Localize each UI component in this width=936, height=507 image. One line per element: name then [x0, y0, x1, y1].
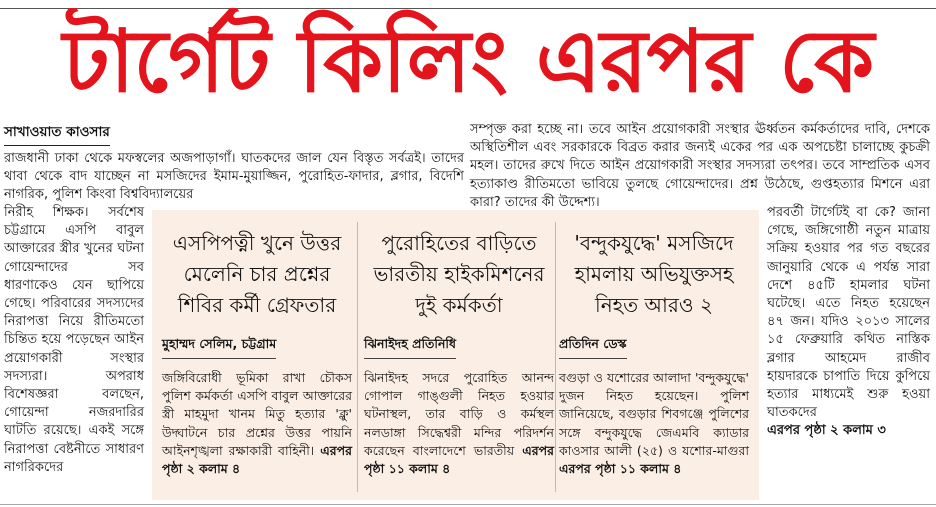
- main-story-col1-top-text: রাজধানী ঢাকা থেকে মফস্বলের অজপাড়াগাঁ। ঘাতকদের জাল যেন বিস্তৃত সর্বত্রই। তাদের থাবা থেকে বাদ যাচ্ছেন না মসজিদের ইমাম-মুয়াজ্জিন, পুরোহিত-ফাদার, ব্লগার, বিদেশি নাগরিক, পুলিশ কিংবা বিশ্ববিদ্যালয়ের: [4, 151, 464, 203]
- sub-story-3-headline: 'বন্দুকযুদ্ধে' মসজিদে হামলায় অভিযুক্তসহ নিহত আরও ২: [574, 231, 734, 317]
- column-divider-2: [555, 222, 556, 492]
- main-story-col1-left-text: নিরীহ শিক্ষক। সর্বশেষ চট্টগ্রামে এসপি বাবুল আক্তারের স্ত্রীর খুনের ঘটনা গোয়েন্দাদের সব ধারণাকেও যেন ছাপিয়ে গেছে। পরিবারের সদস্যদের নিরাপত্তা নিয়ে রীতিমতো চিন্তিত হয়ে পড়েছেন আইন প্রয়োগকারী সংস্থার সদস্যরা। অপরাধ বিশেষজ্ঞরা বলছেন, গোয়েন্দা নজরদারির ঘাটতি রয়েছে। একই সঙ্গে নিরাপত্তা বেষ্টনীতে সাধারণ নাগরিকদের: [4, 205, 144, 475]
- sub-story-2: [364, 210, 554, 500]
- sub-story-3: [559, 210, 749, 500]
- main-story-col3-right-text: পরবর্তী টার্গেটই বা কে? জানা গেছে, জঙ্গিগোষ্ঠী নতুন মাত্রায় সক্রিয় হওয়ার পর গত বছরের জানুয়ারি থেকে এ পর্যন্ত সারা দেশে ৪৫টি হামলার ঘটনা ঘটেছে। এতে নিহত হয়েছেন ৪৭ জন। যদিও ২০১৩ সালের ১৫ ফেব্রুয়ারি কথিত নাস্তিক ব্লগার আহমেদ রাজীব হায়দারকে চাপাতি দিয়ে কুপিয়ে হত্যার মাধ্যমেই শুরু হওয়া ঘাতকদের: [767, 205, 930, 421]
- sub-story-3-body: বগুড়া ও যশোরের আলাদা 'বন্দুকযুদ্ধে' দুজন নিহত হয়েছেন। পুলিশ জানিয়েছে, বগুড়ার শিবগঞ্জে পুলিশের সঙ্গে বন্দুকযুদ্ধে জেএমবি ক্যাডার কাওসার আলী (২৫) ও যশোর-মাগুরা: [559, 370, 749, 458]
- sub-story-2-continuation: এরপর পৃষ্ঠা ১১ কলাম ৪: [364, 442, 554, 477]
- sub-story-1-headline: এসপিপত্নী খুনে উত্তর মেলেনি চার প্রশ্নের শিবির কর্মী গ্রেফতার: [172, 231, 342, 317]
- sub-story-1-continuation: এরপর পৃষ্ঠা ২ কলাম ৪: [162, 442, 352, 477]
- sub-story-2-body: ঝিনাইদহ সদরে পুরোহিত আনন্দ গোপাল গাঙ্গুলী নিহত হওয়ার ঘটনাস্থল, তার বাড়ি ও কর্মস্থল নলডাঙ্গা সিদ্ধেশ্বরী মন্দির পরিদর্শন করেছেন বাংলাদেশে ভারতীয়: [364, 370, 554, 458]
- sub-stories-box: [152, 210, 759, 500]
- sub-story-2-headline: পুরোহিতের বাড়িতে ভারতীয় হাইকমিশনের দুই কর্মকর্তা: [373, 231, 545, 317]
- main-story-col2-top-text: সম্পৃক্ত করা হচ্ছে না। তবে আইন প্রয়োগকারী সংস্থার ঊর্ধ্বতন কর্মকর্তাদের দাবি, দেশকে অস্থিতিশীল এবং সরকারকে বিব্রত করার জন্যই একের পর এক অপচেষ্টা চালাচ্ছে কুচক্রী মহল। তাদের রুখে দিতে আইন প্রয়োগকারী সংস্থার সদস্যরা তৎপর। তবে সাম্প্রতিক এসব হত্যাকাণ্ড রীতিমতো ভাবিয়ে তুলছে গোয়েন্দাদের। প্রশ্ন উঠেছে, গুপ্তহত্যার মিশনে এরা কারা? তাদের কী উদ্দেশ্য।: [470, 122, 930, 210]
- sub-story-1-text: [162, 369, 352, 478]
- sub-story-3-text: [559, 369, 749, 478]
- sub-story-2-byline: ঝিনাইদহ প্রতিনিধি: [364, 336, 456, 359]
- page-headline: টার্গেট কিলিং এরপর কে: [62, 12, 874, 112]
- main-story-col3-right: [767, 204, 930, 441]
- main-story-col2-top: [470, 121, 930, 212]
- sub-story-3-continuation: এরপর পৃষ্ঠা ১১ কলাম ৪: [559, 461, 682, 477]
- main-byline: সাখাওয়াত কাওসার: [4, 121, 110, 146]
- sub-story-1: [162, 210, 352, 500]
- column-divider-1: [357, 222, 358, 492]
- sub-story-3-byline: প্রতিদিন ডেস্ক: [559, 336, 627, 359]
- main-story-col1-top: [4, 150, 464, 205]
- bottom-rule: [0, 504, 936, 505]
- main-story-col1-left: [4, 204, 144, 477]
- sub-story-1-body: জঙ্গিবিরোধী ভূমিকা রাখা চৌকস পুলিশ কর্মকর্তা এসপি বাবুল আক্তারের স্ত্রী মাহমুদা খানম মিতু হত্যার 'ক্লু' উদ্ঘাটনে চার প্রশ্নের উত্তর পায়নি আইনশৃঙ্খলা রক্ষাকারী বাহিনী।: [162, 370, 352, 458]
- main-story-continuation: এরপর পৃষ্ঠা ২ কলাম ৩: [767, 423, 886, 439]
- sub-story-1-byline: মুহাম্মদ সেলিম, চট্টগ্রাম: [162, 336, 276, 359]
- sub-story-2-text: [364, 369, 554, 478]
